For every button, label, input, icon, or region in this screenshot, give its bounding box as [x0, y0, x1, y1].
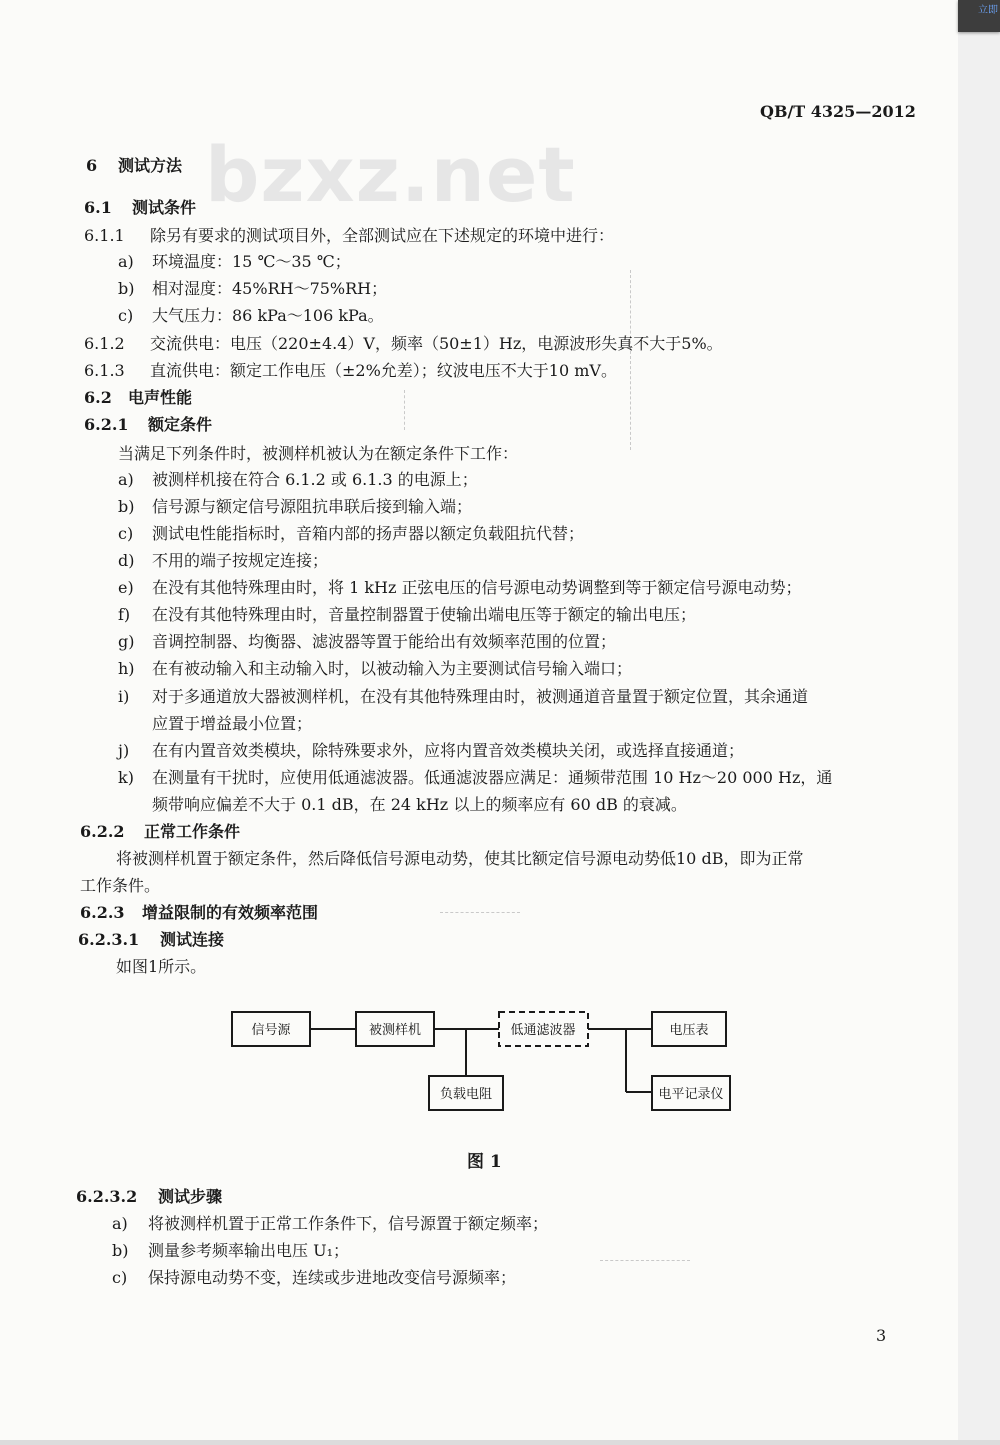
section-number: 6.1: [84, 198, 112, 217]
list-label: c): [112, 1268, 128, 1287]
clause-text: 除另有要求的测试项目外，全部测试应在下述规定的环境中进行：: [150, 226, 615, 245]
section-title: 测试方法: [118, 156, 183, 175]
document-number: QB/T 4325—2012: [760, 102, 916, 121]
list-label: c): [118, 306, 134, 325]
section-number: 6: [86, 156, 98, 175]
clause-intro: 当满足下列条件时，被测样机被认为在额定条件下工作：: [118, 444, 519, 463]
clause-title: 增益限制的有效频率范围: [142, 903, 319, 922]
block-diagram: [220, 1000, 760, 1130]
viewer-bottom-edge: [0, 1440, 1000, 1445]
clause-number: 6.1.3: [84, 361, 125, 380]
section-number: 6.2: [84, 388, 112, 407]
list-label: b): [118, 497, 135, 516]
list-label: i): [118, 687, 130, 706]
clause-number: 6.2.3: [80, 903, 125, 922]
list-item: 测量参考频率输出电压 U₁；: [148, 1241, 349, 1260]
list-item: 在没有其他特殊理由时，将 1 kHz 正弦电压的信号源电动势调整到等于额定信号源电动势；: [152, 578, 802, 597]
clause-title: 测试连接: [160, 930, 225, 949]
clause-number: 6.2.3.2: [76, 1187, 138, 1206]
clause-text: 直流供电：额定工作电压（±2%允差）；纹波电压不大于10 mV。: [150, 361, 617, 380]
download-label: 立即: [978, 5, 998, 16]
clause-number: 6.2.1: [84, 415, 129, 434]
scan-mark: [600, 1260, 690, 1261]
scan-mark: [630, 270, 631, 450]
download-button[interactable]: [958, 0, 1000, 32]
list-item: 被测样机接在符合 6.1.2 或 6.1.3 的电源上；: [152, 470, 478, 489]
clause-number: 6.1.1: [84, 226, 125, 245]
dut-label: 被测样机: [368, 1023, 422, 1038]
level-recorder-label: 电平记录仪: [658, 1087, 724, 1102]
lowpass-filter-label: 低通滤波器: [510, 1023, 576, 1038]
signal-source-label: 信号源: [251, 1023, 291, 1038]
list-label: b): [112, 1241, 129, 1260]
list-item: 在有被动输入和主动输入时，以被动输入为主要测试信号输入端口；: [152, 659, 633, 678]
list-label: b): [118, 279, 135, 298]
list-item: 测试电性能指标时，音箱内部的扬声器以额定负载阻抗代替；: [152, 524, 585, 543]
list-label: h): [118, 659, 135, 678]
watermark: bzxz.net: [205, 130, 576, 219]
clause-text: 将被测样机置于额定条件，然后降低信号源电动势，使其比额定信号源电动势低10 dB，即为正常: [116, 849, 804, 868]
list-label: e): [118, 578, 134, 597]
list-item: 环境温度：15 ℃～35 ℃；: [152, 252, 351, 271]
load-resistor-label: 负载电阻: [439, 1087, 493, 1102]
list-label: a): [118, 252, 134, 271]
list-label: a): [112, 1214, 128, 1233]
voltmeter-label: 电压表: [669, 1023, 709, 1038]
list-item: 相对湿度：45%RH～75%RH；: [152, 279, 388, 298]
figure-caption: 图 1: [467, 1152, 502, 1172]
list-item: 不用的端子按规定连接；: [152, 551, 329, 570]
list-item: 在有内置音效类模块，除特殊要求外，应将内置音效类模块关闭，或选择直接通道；: [152, 741, 745, 760]
list-label: d): [118, 551, 135, 570]
clause-title: 测试步骤: [158, 1187, 223, 1206]
scan-mark: [440, 912, 520, 913]
list-label: j): [118, 741, 130, 760]
scan-mark: [404, 390, 405, 430]
clause-number: 6.1.2: [84, 334, 125, 353]
list-label: c): [118, 524, 134, 543]
clause-title: 正常工作条件: [144, 822, 241, 841]
list-label: f): [118, 605, 131, 624]
list-item: 音调控制器、均衡器、滤波器等置于能给出有效频率范围的位置；: [152, 632, 617, 651]
clause-text: 如图1所示。: [116, 957, 207, 976]
list-label: k): [118, 768, 134, 787]
list-item: 将被测样机置于正常工作条件下，信号源置于额定频率；: [148, 1214, 549, 1233]
clause-title: 额定条件: [148, 415, 213, 434]
list-label: a): [118, 470, 134, 489]
list-item: 保持源电动势不变，连续或步进地改变信号源频率；: [148, 1268, 517, 1287]
clause-number: 6.2.3.1: [78, 930, 140, 949]
list-label: g): [118, 632, 135, 651]
viewer-margin: [958, 0, 1000, 1445]
list-item-continued: 应置于增益最小位置；: [152, 714, 313, 733]
list-item-continued: 频带响应偏差不大于 0.1 dB，在 24 kHz 以上的频率应有 60 dB 的衰减。: [152, 795, 687, 814]
list-item: 大气压力：86 kPa～106 kPa。: [152, 306, 384, 325]
clause-text: 工作条件。: [80, 876, 161, 895]
clause-number: 6.2.2: [80, 822, 125, 841]
clause-text: 交流供电：电压（220±4.4）V，频率（50±1）Hz，电源波形失真不大于5%。: [150, 334, 723, 353]
page-number: 3: [876, 1326, 887, 1345]
list-item: 在测量有干扰时，应使用低通滤波器。低通滤波器应满足：通频带范围 10 Hz～20 000 Hz，通: [152, 768, 833, 787]
section-title: 测试条件: [132, 198, 197, 217]
list-item: 对于多通道放大器被测样机，在没有其他特殊理由时，被测通道音量置于额定位置，其余通道: [152, 687, 809, 706]
section-title: 电声性能: [128, 388, 193, 407]
list-item: 信号源与额定信号源阻抗串联后接到输入端；: [152, 497, 473, 516]
list-item: 在没有其他特殊理由时，音量控制器置于使输出端电压等于额定的输出电压；: [152, 605, 697, 624]
